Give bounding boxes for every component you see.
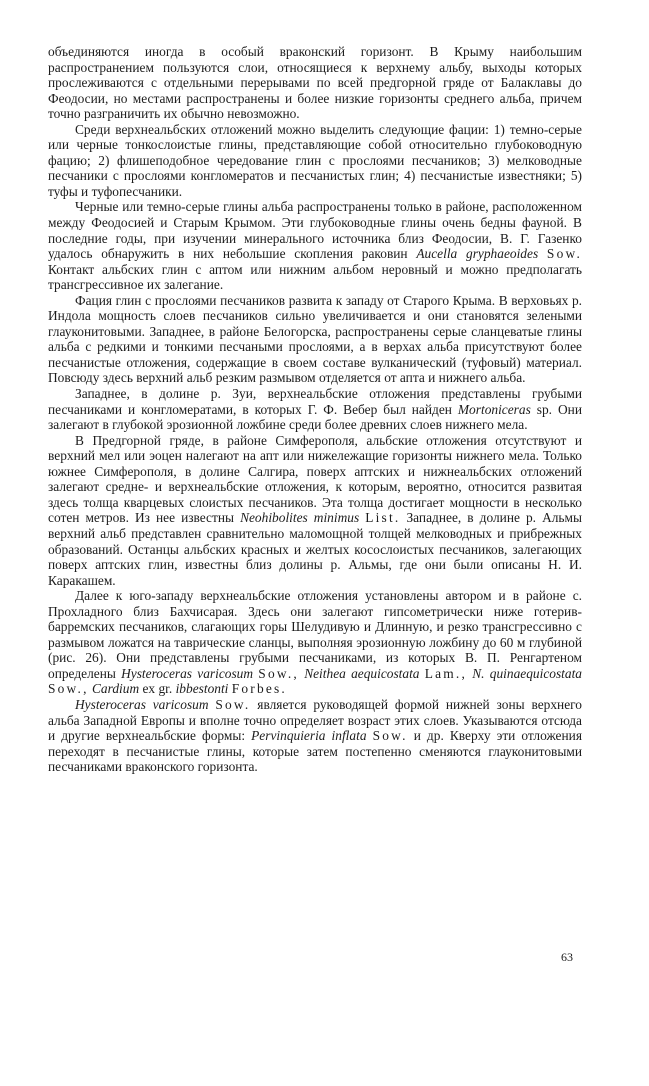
author-name: Forbes. [231, 681, 287, 697]
author-name: Sow. [215, 696, 251, 712]
taxon-name: N. quinaequicostata [472, 665, 583, 681]
text-run: Фация глин с прослоями песчаников развита к западу от Старого Крыма. В верховьях р. Индола мощность слоев песчаников сильно увеличивается и они становятся зелеными глауконитовыми. Западнее, в районе Белогорска, распространены серые сланцеватые глины альба с редкими и тонкими песчаными прослоями, а в верхах альба присутствуют более песчанистые отложения, содержащие в своем составе вулканический (туфовый) материал. Повсюду здесь верхний альб резким размывом отделяется от апта и нижнего альба. [48, 292, 582, 386]
paragraph [48, 433, 582, 588]
text-run: Западнее, в долине р. Альмы верхний альб представлен сравнительно маломощной толщей мелководных и прибрежных образований. Останцы альбских красных и желтых косослоистых песчаников, залегающих поверх аптских глин, известны близ долины р. Альмы, где они были описаны Н. И. Каракашем. [48, 510, 582, 588]
text-run: Далее к юго-западу верхнеальбские отложения установлены автором и в районе с. Прохладного близ Бахчисарая. Здесь они залегают гипсометрически ниже готерив-барремских песчаников, слагающих горы Шелудивую и Длинную, и резко трансгрессивно с размывом ложатся на таврические сланцы, выполняя эрозионную ложбину до 60 м глубиной (рис. 26). Они представлены грубыми песчаниками, из которых В. П. Ренгартеном определены [48, 588, 582, 681]
page-number: 63 [561, 950, 573, 964]
text-run [538, 246, 547, 261]
text-run: Черные или темно-серые глины альба распространены только в районе, расположенном между Феодосией и Старым Крымом. Эти глубоководные глины очень бедны фауной. В последние годы, при изучении минерального источника близ Феодосии, В. Г. Газенко удалось обнаружить в них небольшие скопления раковин [48, 199, 582, 262]
taxon-name: Mortoniceras [457, 401, 531, 417]
text-column [48, 44, 582, 775]
page-body [48, 44, 582, 775]
taxon-name: Hysteroceras varicosum [121, 665, 254, 681]
paragraph [48, 588, 582, 697]
taxon-name: Cardium [92, 681, 140, 697]
text-run: ex gr. [139, 681, 176, 697]
text-run: Западнее, в долине р. Зуи, верхнеальбские отложения представлены грубыми песчаниками и конгломератами, в которых Г. Ф. Вебер был найден [48, 386, 582, 417]
text-run: является руководящей формой нижней зоны верхнего альба Западной Европы и вполне точно определяет возраст этих слоев. Указываются отсюда и другие верхнеальбские формы: [48, 696, 582, 744]
taxon-name: ibbestonti [175, 681, 229, 697]
text-run: объединяются иногда в особый враконский горизонт. В Крыму наибольшим распространением пользуются слои, относящиеся к верхнему альбу, выходы которых прослеживаются с отдельными перерывами по всей предгорной гряде от Балаклавы до Феодосии, но местами распространены и более низкие горизонты среднего альба, причем точно разграничить их обычно невозможно. [48, 44, 582, 122]
text-run: и др. Кверху эти отложения переходят в песчанистые глины, которые затем постепенно сменяются глауконитовыми песчаниками враконского горизонта. [48, 728, 582, 775]
text-run: sp. Они залегают в глубокой эрозионной ложбине среди более древних слоев нижнего мела. [48, 401, 583, 433]
author-name: Sow. [546, 246, 583, 262]
text-run: В Предгорной гряде, в районе Симферополя, альбские отложения отсутствуют и верхний мел или эоцен налегают на апт или нижележащие горизонты нижнего мела. Только южнее Симферополя, в долине Салгира, поверх аптских и нижнеальбских отложений залегают средне- и верхнеальбские отложения, к которым, вероятно, относится развитая здесь толща кварцевых слоистых песчаников. Эта толща достигает мощности в несколько сотен метров. Из нее известны [48, 432, 582, 526]
paragraph [48, 386, 582, 433]
author-name: List. [365, 510, 401, 526]
paragraph [48, 199, 582, 292]
taxon-name: Pervinquieria inflata [251, 728, 367, 744]
paragraph [48, 122, 582, 200]
taxon-name: Aucella gryphaeoides [416, 246, 539, 262]
text-run: Контакт альбских глин с аптом или нижним альбом неровный и можно предполагать трансгрессивное их залегание. [48, 261, 582, 293]
paragraph [48, 697, 582, 775]
taxon-name: Neithea aequicostata [304, 665, 420, 681]
paragraph [48, 293, 582, 386]
taxon-name: Hysteroceras varicosum [75, 696, 209, 712]
taxon-name: Neohibolites minimus [240, 510, 360, 526]
author-name: Sow., [48, 681, 89, 697]
author-name: Sow. [372, 728, 408, 744]
author-name: Lam., [424, 665, 467, 681]
author-name: Sow., [258, 665, 299, 681]
paragraph [48, 44, 582, 122]
text-run: Среди верхнеальбских отложений можно выделить следующие фации: 1) темно-серые или черные тонкослоистые глины, представляющие собой относительно глубоководную фацию; 2) флишеподобное чередование глин с прослоями песчаников; 3) мелководные песчаники с прослоями конгломератов и песчанистых глин; 4) песчанистые известняки; 5) туфы и туфопесчаники. [48, 121, 582, 199]
